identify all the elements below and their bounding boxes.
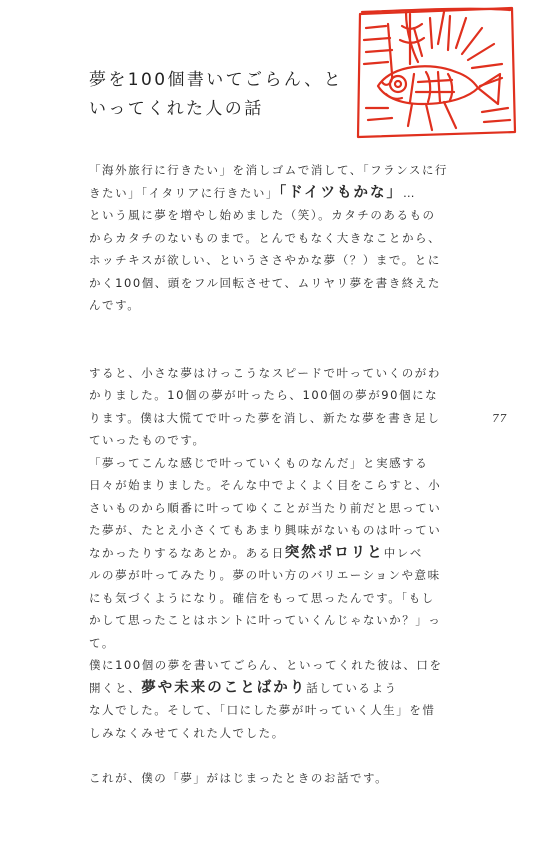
text-run: にも気づくようになり。確信をもって思ったんです。「もし [89,590,435,605]
body-text [89,159,459,789]
text-line [89,272,459,295]
text-line [89,474,459,497]
text-run: ホッチキスが欲しい、というささやかな夢（？）まで。とに [89,253,441,267]
text-run: … [403,185,417,200]
paragraph-1 [89,159,459,317]
text-line [89,249,459,272]
text-run: からカタチのないものまで。とんでもなく大きなことから、 [89,230,442,245]
text-run: 「夢ってこんな感じで叶っていくものなんだ」と実感する [89,455,429,470]
text-run: な人でした。そして、「口にした夢が叶っていく人生」を惜 [89,703,436,717]
text-run: これが、僕の「夢」がはじまったときのお話です。 [89,770,389,785]
paragraph-gap [89,339,459,362]
text-run: すると、小さな夢はけっこうなスピードで叶っていくのがわ [89,365,441,380]
title-line-1: 夢を100個書いてごらん、と [89,70,344,90]
text-run: きたい」「イタリアに行きたい」 [89,185,279,200]
text-run: なかったりするなあとか。ある日 [89,545,285,560]
text-run: かりました。10個の夢が叶ったら、100個の夢が90個にな [89,388,439,402]
text-run: ります。僕は大慌てで叶った夢を消し、新たな夢を書き足し [89,410,441,425]
text-line [89,497,459,520]
text-line [89,609,459,632]
text-run: という風に夢を増やし始めました（笑）。カタチのあるもの [89,208,436,222]
text-line [89,519,459,542]
text-run: 開くと、 [89,680,142,695]
text-line [89,159,459,182]
text-line [89,542,459,565]
text-line [89,182,459,205]
text-run: 「海外旅行に行きたい」を消しゴムで消して、「フランスに行 [89,163,449,177]
text-run: 日々が始まりました。そんな中でよくよく目をこらすと、小 [89,478,442,492]
text-run: 話しているよう [306,680,398,695]
emphasized-text: 「ドイツもかな」 [279,184,404,201]
text-line [89,632,459,655]
text-run: ルの夢が叶ってみたり。夢の叶い方のバリエーションや意味 [89,568,441,582]
text-run: た夢が、たとえ小さくてもあまり興味がないものは叶ってい [89,523,442,537]
emphasized-text: 突然ポロリと [284,544,384,561]
text-run: ていったものです。 [89,433,206,447]
text-run: んです。 [89,298,141,312]
text-line [89,564,459,587]
text-run: かく100個、頭をフル回転させて、ムリヤリ夢を書き終えた [89,275,441,290]
title-line-2: いってくれた人の話 [89,99,264,119]
text-line [89,587,459,610]
text-line [89,699,459,722]
emphasized-text: 夢や未来のことばかり [141,679,307,696]
text-run: て。 [89,635,115,650]
text-line [89,204,459,227]
text-line [89,767,459,790]
text-line [89,407,459,430]
text-line [89,429,459,452]
page-title [89,66,349,124]
text-line [89,362,459,385]
page-number: 77 [492,412,507,425]
fish-in-frame-drawing-icon [352,4,520,144]
text-run: 中レベ [383,545,423,560]
text-line [89,722,459,745]
paragraph-gap [89,317,459,340]
paragraph-2 [89,362,459,745]
text-line [89,452,459,475]
paragraph-gap [89,744,459,767]
text-run: 僕に100個の夢を書いてごらん、といってくれた彼は、口を [89,658,443,672]
paragraph-3 [89,767,459,790]
text-line [89,677,459,700]
text-line [89,654,459,677]
text-line [89,384,459,407]
text-line [89,294,459,317]
text-run: さいものから順番に叶ってゆくことが当たり前だと思ってい [89,500,442,515]
text-run: かして思ったことはホントに叶っていくんじゃないか？」っ [89,613,442,627]
text-line [89,227,459,250]
text-run: しみなくみせてくれた人でした。 [89,725,285,740]
